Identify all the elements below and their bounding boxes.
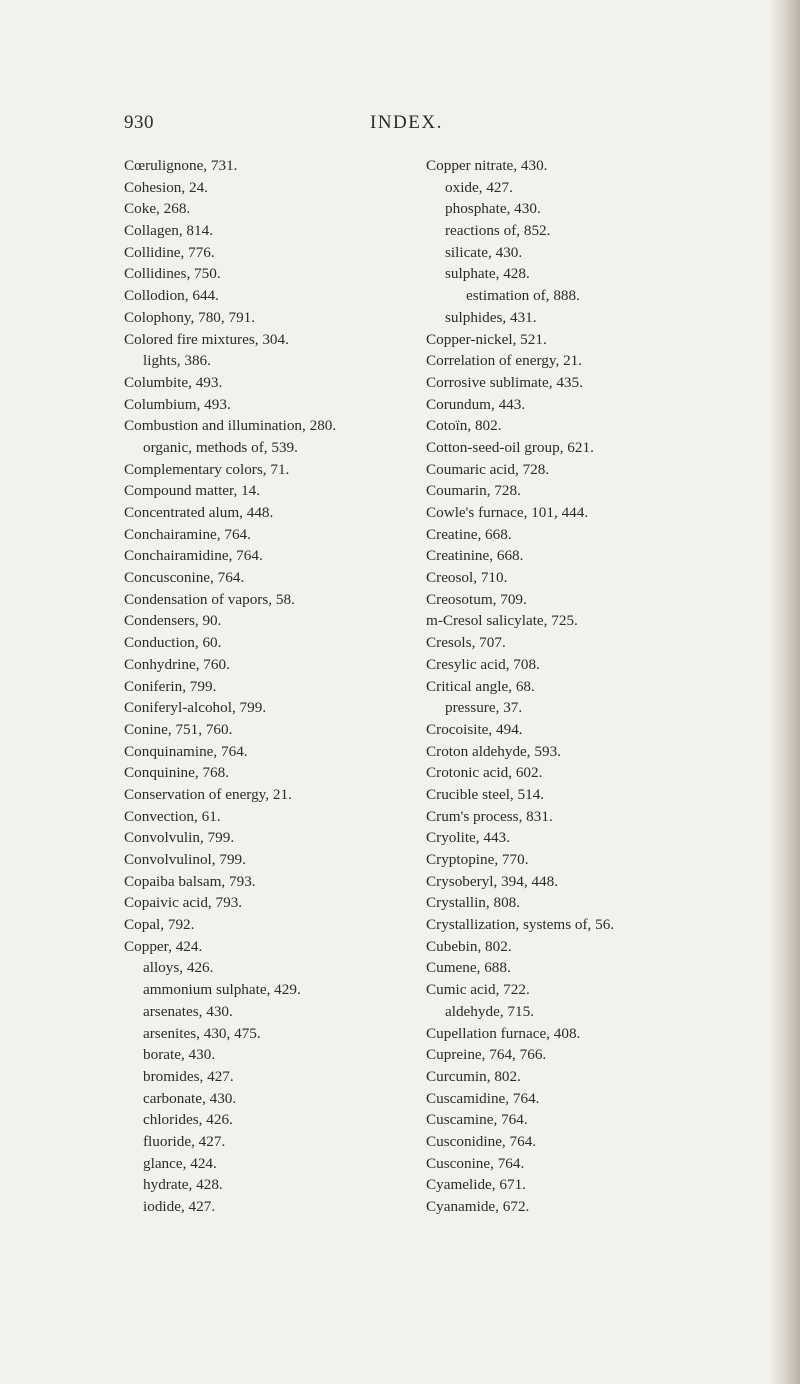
- index-entry: Colophony, 780, 791.: [124, 308, 256, 326]
- index-entry: Crystallin, 808.: [426, 894, 521, 912]
- index-column-right: [426, 155, 766, 1218]
- index-entry: Cyanamide, 672.: [426, 1198, 530, 1215]
- index-entry: Collidines, 750.: [124, 265, 221, 283]
- index-entry: Copper-nickel, 521.: [426, 330, 547, 348]
- index-entry: Conduction, 60.: [124, 634, 222, 652]
- index-entry: Creosotum, 709.: [426, 590, 527, 608]
- index-subentry: reactions of, 852.: [445, 222, 551, 240]
- index-entry: Convolvulinol, 799.: [124, 851, 246, 868]
- index-entry: Cumene, 688.: [426, 959, 511, 977]
- index-entry: Cubebin, 802.: [426, 937, 512, 955]
- index-entry: Correlation of energy, 21.: [426, 352, 583, 370]
- index-entry: Crum's process, 831.: [426, 807, 553, 825]
- index-entry: Creosol, 710.: [426, 569, 508, 587]
- index-entry: Columbium, 493.: [124, 395, 231, 413]
- index-entry: Creatine, 668.: [426, 525, 512, 543]
- index-entry: Coumarin, 728.: [426, 482, 521, 500]
- index-entry: Condensers, 90.: [124, 612, 222, 630]
- index-entry: Cusconine, 764.: [426, 1154, 525, 1172]
- index-entry: Copper, 424.: [124, 937, 203, 955]
- index-subentry: oxide, 427.: [445, 178, 513, 196]
- index-entry: Collagen, 814.: [124, 222, 214, 240]
- index-subentry: carbonate, 430.: [143, 1089, 237, 1107]
- index-entry: Corrosive sublimate, 435.: [426, 373, 583, 391]
- index-entry: Conquinine, 768.: [124, 764, 230, 782]
- index-entry: Conchairamidine, 764.: [124, 547, 263, 565]
- index-entry: Coumaric acid, 728.: [426, 460, 550, 478]
- index-subentry: aldehyde, 715.: [445, 1002, 534, 1020]
- index-subentry: sulphate, 428.: [445, 265, 530, 283]
- index-entry: Copaivic acid, 793.: [124, 894, 243, 912]
- index-entry: Cupreine, 764, 766.: [426, 1046, 547, 1064]
- index-entry: Combustion and illumination, 280.: [124, 417, 337, 435]
- index-entry: Coniferyl-alcohol, 799.: [124, 699, 267, 717]
- index-entry: m-Cresol salicylate, 725.: [426, 612, 578, 630]
- index-column-left: [124, 155, 414, 1218]
- index-entry: Cowle's furnace, 101, 444.: [426, 504, 589, 521]
- index-entry: Cotoïn, 802.: [426, 417, 502, 435]
- page-edge-shadow: [770, 0, 800, 1384]
- index-entry: Cusconidine, 764.: [426, 1132, 537, 1150]
- index-subentry: chlorides, 426.: [143, 1111, 233, 1129]
- index-entry: Collidine, 776.: [124, 243, 215, 261]
- index-entry: Cryolite, 443.: [426, 829, 510, 847]
- index-entry: Conchairamine, 764.: [124, 525, 251, 543]
- index-entry: Cuscamine, 764.: [426, 1111, 528, 1129]
- index-subentry: sulphides, 431.: [445, 308, 537, 326]
- index-entry: Cryptopine, 770.: [426, 851, 529, 868]
- index-subentry: fluoride, 427.: [143, 1132, 226, 1150]
- index-subentry: alloys, 426.: [143, 959, 214, 977]
- index-entry: Columbite, 493.: [124, 373, 223, 391]
- index-entry: Crucible steel, 514.: [426, 785, 545, 803]
- index-entry: Coke, 268.: [124, 200, 191, 218]
- index-entry: Colored fire mixtures, 304.: [124, 330, 289, 348]
- index-entry: Cresols, 707.: [426, 634, 506, 652]
- index-entry: Copper nitrate, 430.: [426, 157, 548, 174]
- index-entry: Crysoberyl, 394, 448.: [426, 872, 559, 890]
- page-header: [0, 112, 800, 142]
- index-entry: Convolvulin, 799.: [124, 829, 235, 847]
- index-entry: Conservation of energy, 21.: [124, 785, 292, 803]
- index-entry: Conquinamine, 764.: [124, 742, 248, 760]
- index-entry: Conhydrine, 760.: [124, 655, 230, 673]
- page-number: 930: [124, 112, 154, 133]
- index-entry: Coniferin, 799.: [124, 677, 217, 695]
- index-subentry: arsenates, 430.: [143, 1002, 233, 1020]
- index-entry: Complementary colors, 71.: [124, 460, 290, 478]
- index-subentry: phosphate, 430.: [445, 200, 541, 218]
- index-entry: Cœrulignone, 731.: [124, 157, 238, 174]
- index-entry: Concentrated alum, 448.: [124, 504, 274, 521]
- index-entry: Corundum, 443.: [426, 395, 526, 413]
- index-entry: Critical angle, 68.: [426, 677, 535, 695]
- index-subentry: silicate, 430.: [445, 243, 523, 261]
- index-entry: Cyamelide, 671.: [426, 1176, 526, 1194]
- index-entry: Copaiba balsam, 793.: [124, 872, 256, 890]
- index-subentry: hydrate, 428.: [143, 1176, 223, 1194]
- index-subentry: arsenites, 430, 475.: [143, 1024, 261, 1042]
- index-entry: Croton aldehyde, 593.: [426, 742, 561, 760]
- index-subentry: iodide, 427.: [143, 1198, 216, 1215]
- index-entry: Collodion, 644.: [124, 287, 219, 305]
- index-entry: Cotton-seed-oil group, 621.: [426, 438, 594, 456]
- index-entry: Convection, 61.: [124, 807, 221, 825]
- index-entry: Crystallization, systems of, 56.: [426, 916, 615, 934]
- index-entry: Compound matter, 14.: [124, 482, 261, 500]
- index-subentry: estimation of, 888.: [466, 287, 580, 305]
- index-entry: Cumic acid, 722.: [426, 981, 530, 999]
- index-entry: Cresylic acid, 708.: [426, 655, 540, 673]
- index-entry: Crotonic acid, 602.: [426, 764, 543, 782]
- index-entry: Concusconine, 764.: [124, 569, 245, 587]
- index-entry: Cuscamidine, 764.: [426, 1089, 540, 1107]
- index-subentry: glance, 424.: [143, 1154, 217, 1172]
- index-entry: Curcumin, 802.: [426, 1067, 521, 1085]
- index-entry: Copal, 792.: [124, 916, 195, 934]
- index-entry: Crocoisite, 494.: [426, 720, 523, 738]
- index-entry: Conine, 751, 760.: [124, 720, 233, 738]
- index-entry: Cupellation furnace, 408.: [426, 1024, 581, 1042]
- index-subentry: ammonium sulphate, 429.: [143, 981, 301, 999]
- index-entry: Condensation of vapors, 58.: [124, 590, 295, 608]
- page-title: INDEX.: [370, 112, 443, 133]
- index-subentry: pressure, 37.: [445, 699, 523, 717]
- index-entry: Cohesion, 24.: [124, 178, 208, 196]
- index-subentry: lights, 386.: [143, 352, 211, 370]
- index-subentry: borate, 430.: [143, 1046, 216, 1064]
- index-subentry: bromides, 427.: [143, 1067, 234, 1085]
- index-subentry: organic, methods of, 539.: [143, 438, 298, 456]
- index-entry: Creatinine, 668.: [426, 547, 524, 565]
